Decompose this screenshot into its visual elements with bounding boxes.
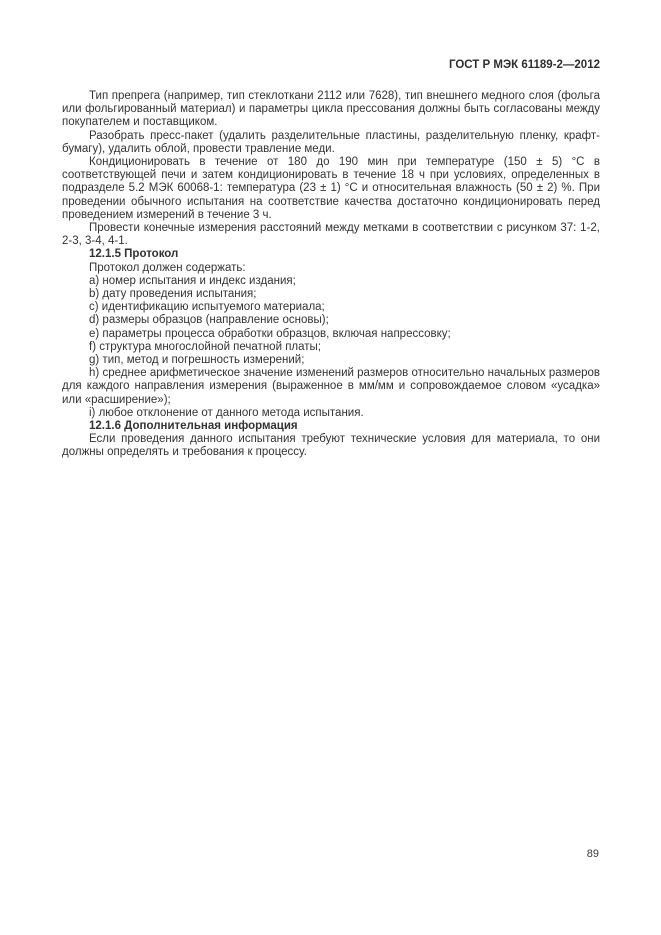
paragraph-conditioning: Кондиционировать в течение от 180 до 190 мин при температуре (150 ± 5) °С в соответствующей печи и затем кондиционировать в течение 18 ч при условиях, определенных в подразделе 5.2 МЭК 60068-1: температура (23 ± 1) °С и относительная влажность (50 ± 2) %. При проведении обычного испытания на соответствие качества достаточно кондиционировать перед проведением измерений в течение 3 ч. xyxy=(62,156,600,221)
section-heading-protocol: 12.1.5 Протокол xyxy=(89,248,179,261)
list-item-f: f) структура многослойной печатной платы; xyxy=(89,340,321,353)
document-content xyxy=(62,90,600,460)
list-item-a: a) номер испытания и индекс издания; xyxy=(89,274,296,287)
list-item-e: e) параметры процесса обработки образцов, включая напрессовку; xyxy=(89,327,451,340)
running-header-doc-code: ГОСТ Р МЭК 61189-2—2012 xyxy=(448,59,600,71)
list-item-h: h) среднее арифметическое значение изменений размеров относительно начальных размеров для каждого направления измерения (выраженное в мм/мм и сопровождаемое словом «усадка» или «расширение»); xyxy=(62,367,600,406)
list-item-d: d) размеры образцов (направление основы); xyxy=(89,314,329,327)
paragraph-additional-info: Если проведения данного испытания требуют технические условия для материала, то они должны определять и требования к процессу. xyxy=(62,433,600,459)
list-item-c: c) идентификацию испытуемого материала; xyxy=(89,301,325,314)
list-item-i: i) любое отклонение от данного метода испытания. xyxy=(89,406,364,419)
paragraph-prepreg: Тип препрега (например, тип стеклоткани 2112 или 7628), тип внешнего медного слоя (фольга или фольгированный материал) и параметры цикла прессования должны быть согласованы между покупателем и поставщиком. xyxy=(62,90,600,129)
page-number: 89 xyxy=(586,848,599,860)
paragraph-protocol-intro: Протокол должен содержать: xyxy=(89,261,246,274)
paragraph-final-measurements: Провести конечные измерения расстояний между метками в соответствии с рисунком 37: 1-2, 2-3, 3-4, 4-1. xyxy=(62,222,600,248)
list-item-g: g) тип, метод и погрешность измерений; xyxy=(89,354,305,367)
list-item-b: b) дату проведения испытания; xyxy=(89,288,257,301)
paragraph-disassemble: Разобрать пресс-пакет (удалить разделительные пластины, разделительную пленку, крафт-бумагу), удалить облой, провести травление меди. xyxy=(62,129,600,155)
section-heading-additional-info: 12.1.6 Дополнительная информация xyxy=(89,420,298,433)
